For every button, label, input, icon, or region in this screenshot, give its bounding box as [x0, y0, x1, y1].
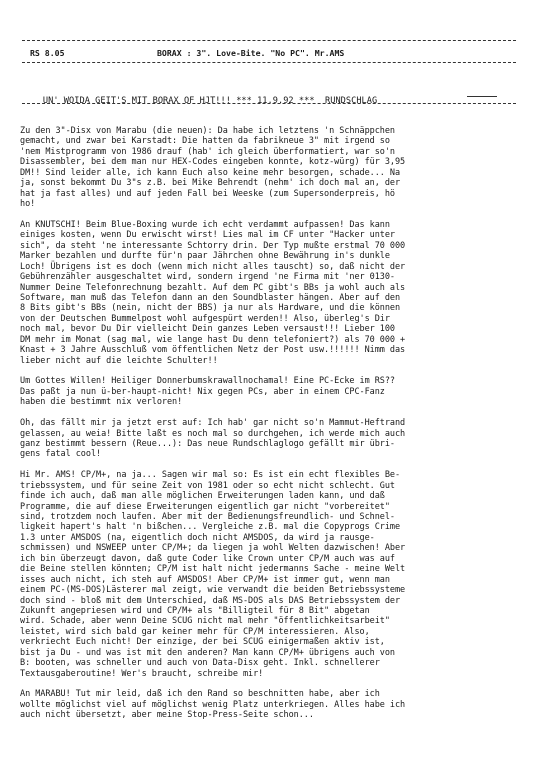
text-line: ich bin überzeugt davon, daß gute Coder like Crown unter CP/M auch was auf [20, 553, 395, 564]
text-line: sich", da steht 'ne interessante Schtorry drin. Der Typ mußte erstmal 70 000 [20, 240, 406, 251]
text-line: Oh, das fällt mir ja jetzt erst auf: Ich hab' gar nicht so'n Mammut-Heftrand [20, 418, 406, 429]
text-line: Programme, die auf diese Erweiterungen eigentlich gar nicht "vorbereitet" [20, 501, 390, 512]
text-line: Hi Mr. AMS! CP/M+, na ja... Sagen wir mal so: Es ist ein echt flexibles Be- [20, 470, 401, 481]
text-line: Zukunft angepriesen wird und CP/M+ als "Billigteil für 8 Bit" abgetan [20, 605, 370, 616]
text-line: Disassembler, bei dem man nur HEX-Codes eingeben konnte, kotz-würg) für 3,95 [20, 157, 406, 168]
text-line: Um Gottes Willen! Heiliger Donnerbumskrawallnochamal! Eine PC-Ecke im RS?? [20, 376, 395, 387]
section-headline [22, 86, 516, 126]
text-line: B: booten, was schneller und auch von Data-Disx geht. Inkl. schnellerer [20, 658, 380, 669]
issue-code: RS 8.05 [30, 48, 65, 58]
paragraph [20, 470, 520, 679]
text-line: Textausgaberoutine! Wer's braucht, schreibe mir! [20, 668, 264, 679]
text-line: isses auch nicht, ich steh auf AMSDOS! Aber CP/M+ ist immer gut, wenn man [20, 574, 390, 585]
text-line: Gebührenzähler ausgeschaltet wird, sondern irgend 'ne Firma mit 'ner 0130- [20, 272, 395, 283]
text-line: Software, man muß das Telefon dann an den Soundblaster hängen. Aber auf den [20, 292, 401, 303]
text-line: sind, trotzdem noch laufen. Aber mit der Bedienungsfreundlich- und Schnel- [20, 512, 395, 522]
header-title: BORAX : 3". Love-Bite. "No PC". Mr.AMS [157, 48, 345, 58]
document-header [22, 48, 516, 60]
paragraph [20, 689, 520, 720]
headline-underline [467, 96, 497, 97]
headline-text: UN' WOIDA GEIT'S MIT BORAX OF HJT!!! *** 11.9.92 *** RUNDSCHLAG [42, 96, 378, 106]
text-line: An MARABU! Tut mir leid, daß ich den Rand so beschnitten habe, aber ich [20, 689, 380, 700]
text-line: doch sind - bloß mit dem Unterschied, daß MS-DOS als DAS Betriebssystem der [20, 595, 401, 606]
text-line: hat ja fast alles) und auf jeden Fall bei Weeske (zum Supersonderpreis, hö [20, 188, 395, 199]
text-line: ligkeit hapert's halt 'n bißchen... Vergleiche z.B. mal die Copyprogs Crime [20, 522, 401, 533]
text-line: ho! [20, 199, 36, 210]
text-line: einem PC-(MS-DOS)Lästerer mal zeigt, wie verwandt die beiden Betriebssysteme [20, 585, 406, 596]
text-line: noch mal, bevor Du Dir vielleicht Dein ganzes Leben versaust!!! Lieber 100 [20, 324, 395, 335]
text-line: An KNUTSCHI! Beim Blue-Boxing wurde ich echt verdammt aufpassen! Das kann [20, 219, 390, 230]
text-line: DM!! Sind leider alle, ich kann Euch also keine mehr besorgen, schade... Na [20, 167, 401, 178]
text-line: leistet, wird sich bald gar keiner mehr für CP/M interessieren. Also, [20, 626, 370, 637]
text-line: wird. Schade, aber wenn Deine SCUG nicht mal mehr "öffentlichkeitsarbeit" [20, 616, 390, 627]
text-line: haben die bestimmt nix verloren! [20, 397, 183, 408]
text-line: schmissen) und NSWEEP unter CP/M+; da liegen ja wohl Welten dazwischen! Aber [20, 543, 406, 554]
text-line: 'nem Mistprogramm von 1986 drauf (hab' ich gleich überformatiert, war so'n [20, 146, 395, 157]
text-line: gens fatal cool! [20, 449, 102, 460]
text-line: die Beine stellen könnten; CP/M ist halt nicht jedermanns Sache - meine Welt [20, 564, 406, 575]
text-line: Nummer Deine Telefonrechnung bezahlt. Auf dem PC gibt's BBs ja wohl auch als [20, 282, 406, 293]
text-line: lieber nicht auf die leichte Schulter!! [20, 355, 218, 366]
paragraph [20, 376, 520, 407]
text-line: gemacht, und zwar bei Karstadt: Die hatten da fabrikneue 3" mit irgend so [20, 136, 390, 147]
text-line: von der Deutschen Bummelpost wohl aufgespürt werden!! Also, überleg's Dir [20, 313, 390, 324]
text-line: 1.3 unter AMSDOS (na, eigentlich doch nicht AMSDOS, da wird ja rausge- [20, 532, 375, 543]
text-line: Zu den 3"-Disx von Marabu (die neuen): Da habe ich letztens 'n Schnäppchen [20, 126, 395, 136]
text-line: DM mehr im Monat (sag mal, wie lange hast Du denn telefoniert?) als 70 000 + [20, 334, 406, 345]
text-line: ganz bestimmt bessern (Reue...): Das neue Rundschlaglogo gefällt mir übri- [20, 438, 395, 449]
text-line: verkriecht Euch nicht! Der einzige, der bei SCUG einigermaßen aktiv ist, [20, 637, 385, 648]
text-line: 8 Bits gibt's BBs (nein, nicht der BBS) ja nur als Hardware, und die können [20, 303, 401, 314]
paragraph [20, 418, 520, 460]
paragraph [20, 126, 520, 210]
text-line: auch nicht übersetzt, aber meine Stop-Press-Seite schon... [20, 710, 314, 721]
header-divider [22, 62, 516, 63]
text-line: ja, sonst bekommt Du 3"s z.B. bei Mike Behrendt (nehm' ich doch mal an, der [20, 178, 401, 189]
top-divider [22, 40, 516, 41]
text-line: bist ja Du - und was ist mit den anderen? Man kann CP/M+ übrigens auch von [20, 647, 395, 658]
text-line: Das paßt ja nun ü-ber-haupt-nicht! Nix gegen PCs, aber in einem CPC-Fanz [20, 386, 385, 397]
text-line: Loch! Übrigens ist es doch (wenn mich nicht alles tauscht) so, daß nicht der [20, 261, 406, 272]
body-text [20, 126, 520, 731]
text-line: gelassen, au weia! Bitte laßt es noch mal so durchgehen, ich werde mich auch [20, 428, 406, 439]
text-line: finde ich auch, daß man alle möglichen Erweiterungen laden kann, und daß [20, 491, 385, 502]
text-line: Marker bezahlen und durfte für'n paar Jährchen ohne Bewährung in's dunkle [20, 251, 390, 262]
text-line: Knast + 3 Jahre Ausschluß vom öffentlichen Netz der Post usw.!!!!!! Nimm das [20, 345, 406, 356]
text-line: wollte möglichst viel auf möglichst wenig Platz unterkriegen. Alles habe ich [20, 699, 406, 710]
headline-divider [22, 103, 516, 104]
text-line: triebssystem, und für seine Zeit von 1981 oder so echt nicht schlecht. Gut [20, 480, 395, 491]
paragraph [20, 220, 520, 366]
text-line: einiges kosten, wenn Du erwischt wirst! Lies mal im CF unter "Hacker unter [20, 230, 395, 241]
